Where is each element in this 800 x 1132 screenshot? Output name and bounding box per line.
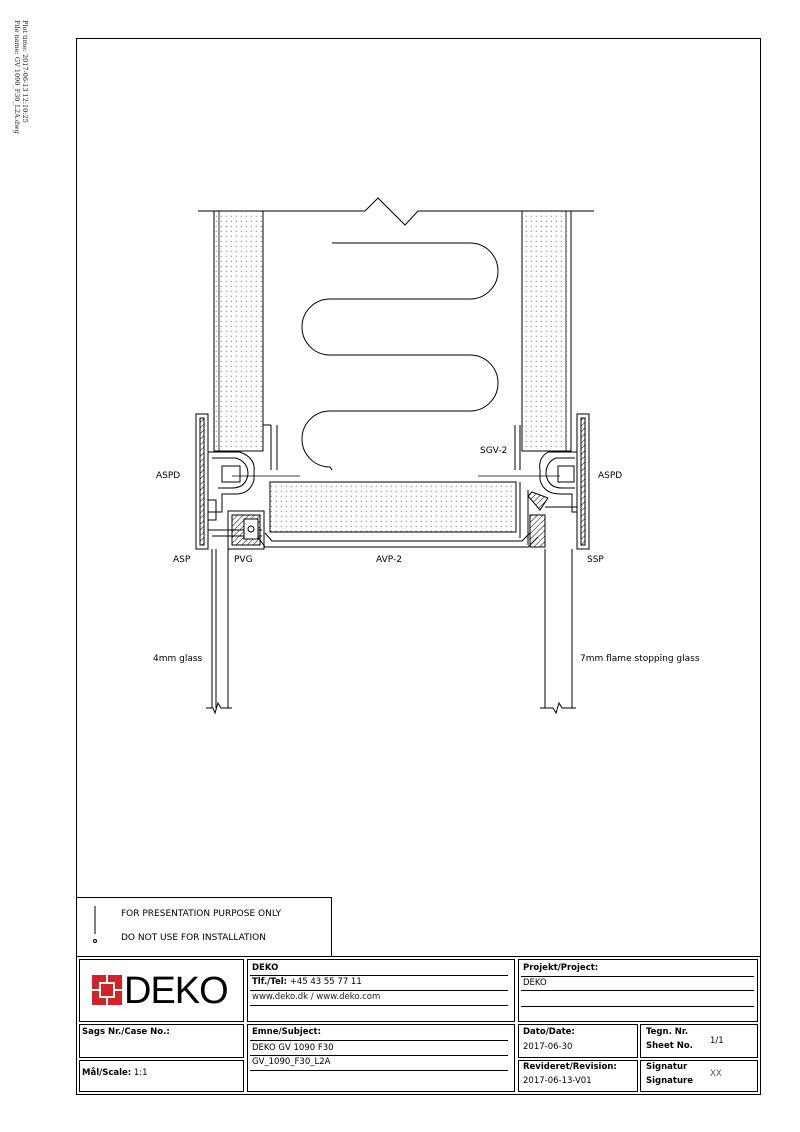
subject-line-1: DEKO GV 1090 F30 bbox=[252, 1043, 334, 1053]
label-sgv2: SGV-2 bbox=[480, 446, 508, 456]
tel-value: +45 43 55 77 11 bbox=[289, 977, 362, 987]
tel-label: Tlf./Tel: bbox=[252, 977, 288, 987]
notice-line-1: FOR PRESENTATION PURPOSE ONLY bbox=[121, 909, 282, 919]
deko-logo-text: DEKO bbox=[124, 970, 228, 1012]
label-avp2: AVP-2 bbox=[376, 555, 402, 565]
case-label: Sags Nr./Case No.: bbox=[82, 1027, 170, 1037]
label-glass-right: 7mm flame stopping glass bbox=[580, 654, 700, 664]
file-name: File name: GV 1090_F30_L2A.dwg bbox=[13, 20, 21, 134]
revision-value: 2017-06-13-V01 bbox=[523, 1076, 592, 1086]
revision-label: Revideret/Revision: bbox=[523, 1062, 617, 1072]
label-glass-left: 4mm glass bbox=[153, 654, 203, 664]
project-label: Projekt/Project: bbox=[523, 963, 599, 973]
label-ssp: SSP bbox=[587, 555, 604, 565]
web-link[interactable]: www.deko.dk / www.deko.com bbox=[252, 992, 381, 1002]
notice-line-2: DO NOT USE FOR INSTALLATION bbox=[121, 933, 266, 943]
scale-label: Mål/Scale: bbox=[82, 1068, 132, 1078]
scale-value: 1:1 bbox=[133, 1068, 148, 1078]
label-asp: ASP bbox=[173, 555, 191, 565]
signature-label-2: Signature bbox=[646, 1076, 693, 1086]
subject-label: Emne/Subject: bbox=[252, 1027, 322, 1037]
tel-row bbox=[252, 977, 362, 987]
bottom-core bbox=[270, 482, 516, 532]
right-insulation bbox=[522, 211, 571, 451]
pvg-block bbox=[228, 511, 264, 549]
signature-value: XX bbox=[710, 1069, 722, 1079]
deko-logo-icon bbox=[92, 975, 122, 1005]
project-value: DEKO bbox=[523, 978, 547, 988]
company-name: DEKO bbox=[252, 963, 279, 973]
label-pvg: PVG bbox=[234, 555, 253, 565]
signature-label-1: Signatur bbox=[646, 1062, 688, 1072]
sheet-value: 1/1 bbox=[710, 1036, 724, 1046]
label-aspd-left: ASPD bbox=[156, 471, 181, 481]
left-insulation bbox=[214, 211, 263, 451]
date-value: 2017-06-30 bbox=[523, 1042, 573, 1052]
label-aspd-right: ASPD bbox=[598, 471, 623, 481]
date-label: Dato/Date: bbox=[523, 1027, 575, 1037]
subject-line-2: GV_1090_F30_L2A bbox=[252, 1057, 331, 1067]
sheet-label-1: Tegn. Nr. bbox=[646, 1027, 689, 1037]
scale-row bbox=[82, 1068, 148, 1078]
serpentine-strip bbox=[302, 243, 498, 470]
sheet-label-2: Sheet No. bbox=[646, 1041, 693, 1051]
plot-time: Plot time: 2017-06-13 12:10:25 bbox=[21, 20, 29, 123]
presentation-notice bbox=[76, 897, 332, 956]
left-glass bbox=[206, 549, 232, 713]
right-glass bbox=[540, 549, 576, 713]
